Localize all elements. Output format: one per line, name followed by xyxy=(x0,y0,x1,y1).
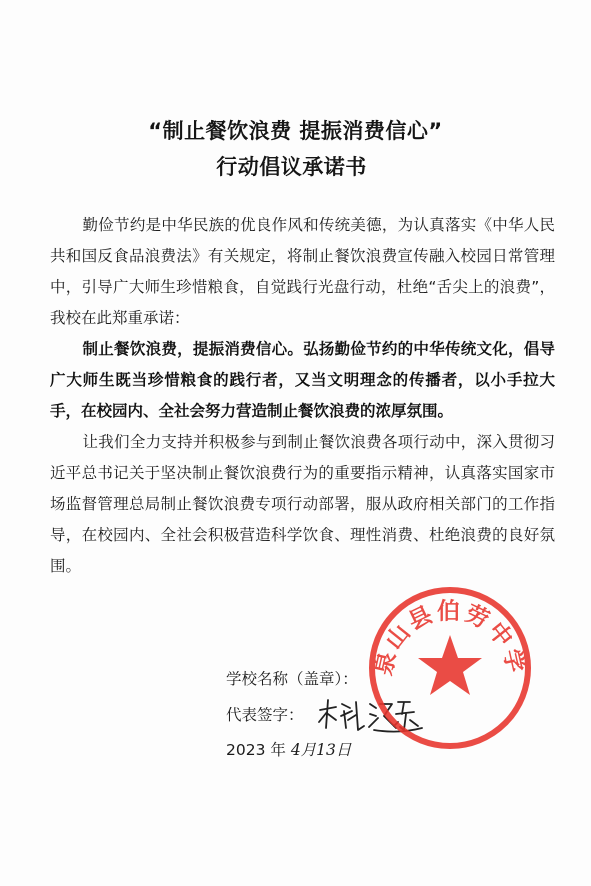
document-body xyxy=(50,210,555,582)
seal-star-icon xyxy=(418,635,482,695)
svg-text:泉山县伯劳中学: 泉山县伯劳中学 xyxy=(371,598,529,678)
paragraph-pledge: 制止餐饮浪费，提振消费信心。弘扬勤俭节约的中华传统文化，倡导广大师生既当珍惜粮食的践行者，又当文明理念的传播者，以小手拉大手，在校园内、全社会努力营造制止餐饮浪费的浓厚氛围。 xyxy=(50,340,555,420)
date-month-day: 4月13日 xyxy=(290,741,352,759)
paragraph-action: 让我们全力支持并积极参与到制止餐饮浪费各项行动中，深入贯彻习近平总书记关于坚决制止餐饮浪费行为的重要指示精神，认真落实国家市场监督管理总局制止餐饮浪费专项行动部署，服从政府相关部门的工作指导，在校园内、全社会积极营造科学饮食、理性消费、杜绝浪费的良好氛围。 xyxy=(50,433,555,575)
date-year: 2023 年 xyxy=(226,741,286,759)
school-seal-stamp xyxy=(365,583,535,753)
document-title-line2: 行动倡议承诺书 xyxy=(216,155,367,179)
representative-signature-label: 代表签字： xyxy=(226,706,304,724)
date-line xyxy=(226,738,351,760)
school-name-label: 学校名称（盖章）： xyxy=(226,670,358,688)
paragraph-intro: 勤俭节约是中华民族的优良作风和传统美德，为认真落实《中华人民共和国反食品浪费法》有关规定，将制止餐饮浪费宣传融入校园日常管理中，引导广大师生珍惜粮食，自觉践行光盘行动，杜绝“舌尖上的浪费”，我校在此郑重承诺： xyxy=(50,216,555,327)
document-title-line1: “制止餐饮浪费 提振消费信心” xyxy=(148,119,443,143)
